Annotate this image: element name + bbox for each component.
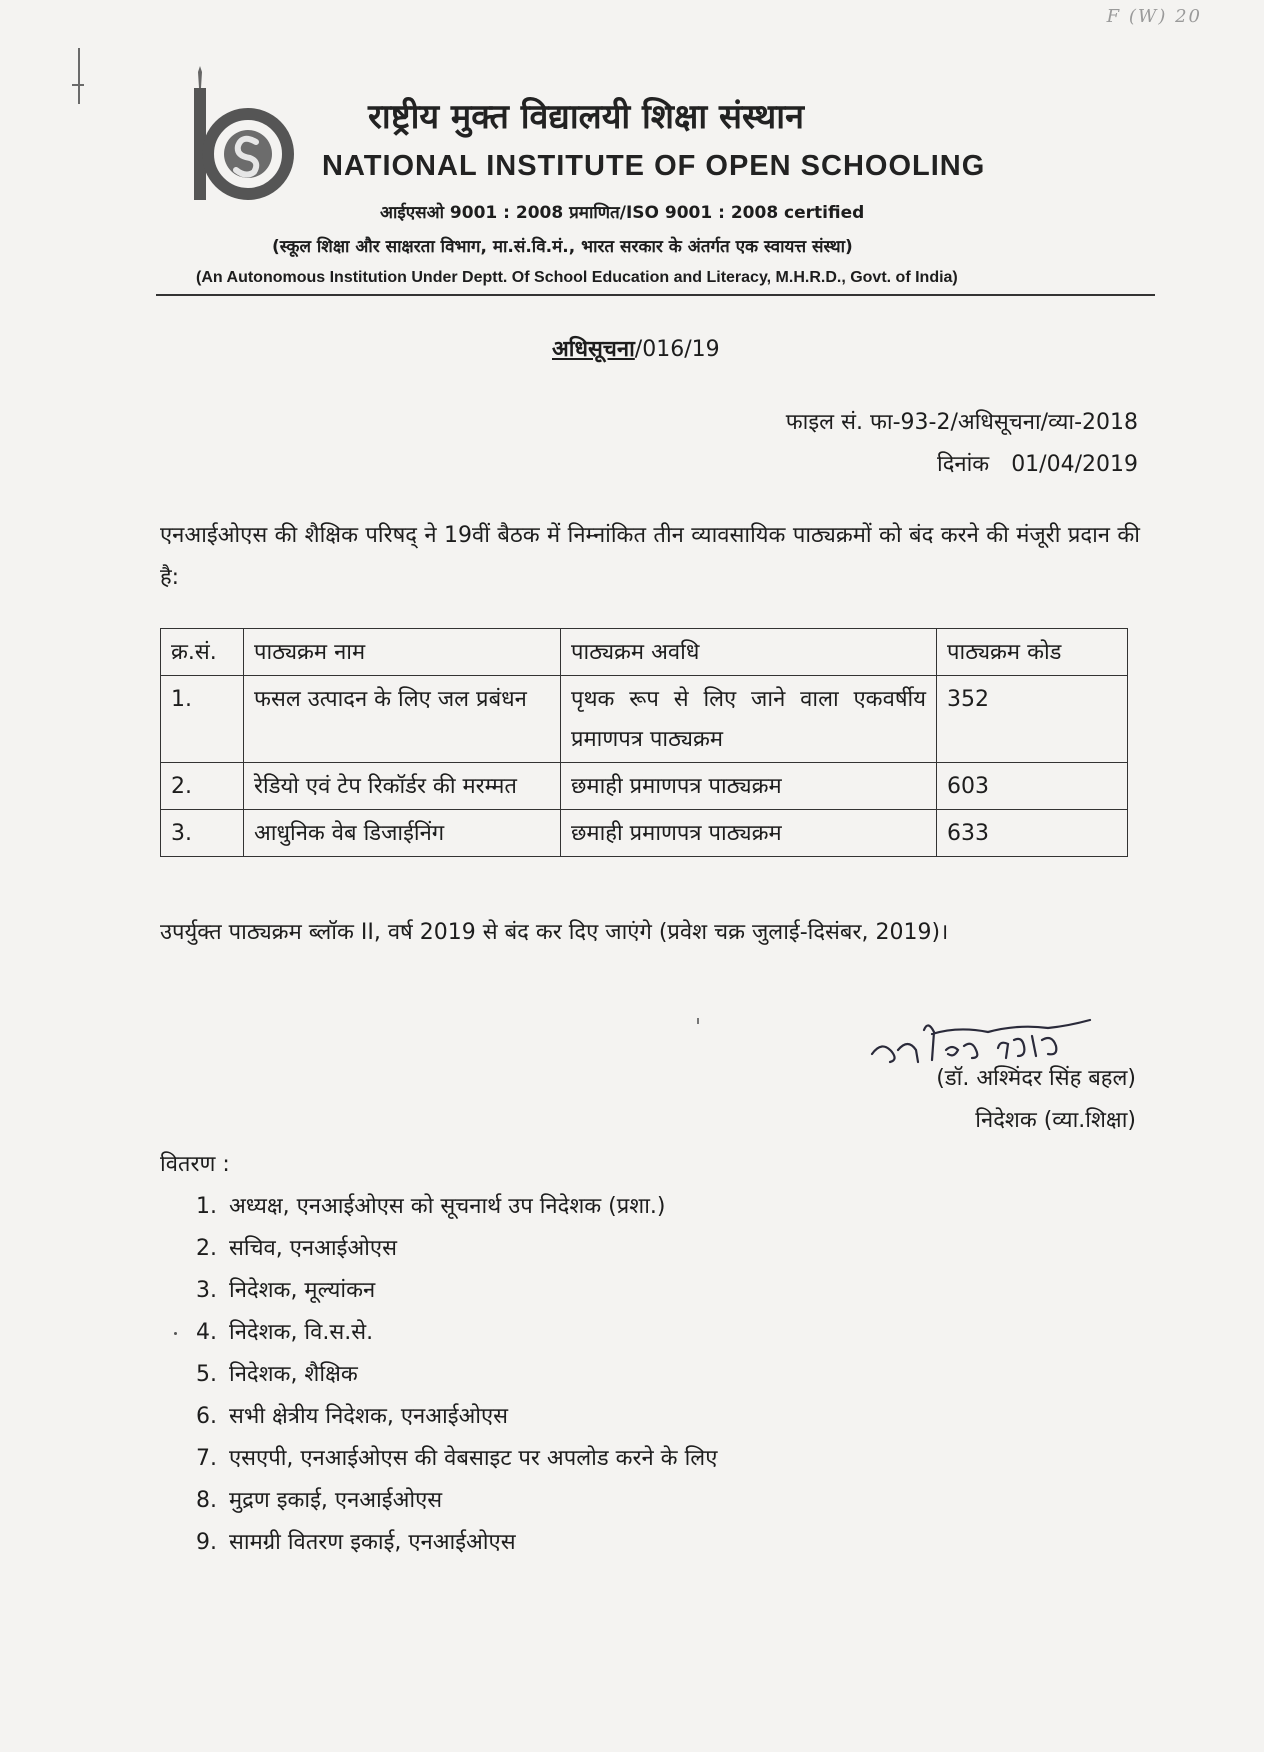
cell-duration: छमाही प्रमाणपत्र पाठ्यक्रम (561, 810, 937, 857)
list-item-text: निदेशक, मूल्यांकन (229, 1278, 376, 1303)
handwritten-signature (868, 1010, 1098, 1070)
cell-code: 352 (937, 676, 1128, 763)
cell-code: 603 (937, 763, 1128, 810)
list-item-text: एसएपी, एनआईओएस की वेबसाइट पर अपलोड करने के लिए (229, 1446, 718, 1471)
closing-paragraph: उपर्युक्त पाठ्यक्रम ब्लॉक II, वर्ष 2019 से बंद कर दिए जाएंगे (प्रवेश चक्र जुलाई-दिसंबर, 2019)। (160, 920, 949, 945)
distribution-list (196, 1186, 717, 1564)
scan-speck (697, 1018, 699, 1024)
list-item: 5. निदेशक, शैक्षिक (196, 1362, 358, 1387)
institute-subtitle-hindi: (स्कूल शिक्षा और साक्षरता विभाग, मा.सं.वि.मं., भारत सरकार के अंतर्गत एक स्वायत्त संस्था) (272, 237, 853, 257)
signatory-designation: निदेशक (व्या.शिक्षा) (975, 1108, 1136, 1133)
list-item-text: निदेशक, शैक्षिक (229, 1362, 358, 1387)
list-item-text: अध्यक्ष, एनआईओएस को सूचनार्थ उप निदेशक (प्रशा.) (229, 1194, 666, 1219)
list-item-text: सामग्री वितरण इकाई, एनआईओएस (229, 1530, 516, 1555)
col-header-duration: पाठ्यक्रम अवधि (561, 629, 937, 676)
iso-certification: आईएसओ 9001 : 2008 प्रमाणित/ISO 9001 : 2008 certified (380, 203, 865, 223)
notification-label: अधिसूचना (552, 337, 635, 362)
notification-number-value: /016/19 (634, 337, 720, 362)
signatory-name: (डॉ. अश्मिंदर सिंह बहल) (936, 1066, 1136, 1091)
cell-serial: 1. (161, 676, 244, 763)
cell-serial: 2. (161, 763, 244, 810)
list-item: 7. एसएपी, एनआईओएस की वेबसाइट पर अपलोड करने के लिए (196, 1446, 718, 1471)
institute-name-hindi: राष्ट्रीय मुक्त विद्यालयी शिक्षा संस्थान (368, 97, 804, 137)
list-item: 9. सामग्री वितरण इकाई, एनआईओएस (196, 1530, 516, 1555)
institute-name-english: NATIONAL INSTITUTE OF OPEN SCHOOLING (322, 150, 986, 182)
list-item: 4. निदेशक, वि.स.से. (196, 1320, 374, 1345)
col-header-course-name: पाठ्यक्रम नाम (244, 629, 561, 676)
list-item-text: मुद्रण इकाई, एनआईओएस (229, 1488, 443, 1513)
table-row (161, 763, 1128, 810)
cell-code: 633 (937, 810, 1128, 857)
list-item-text: सभी क्षेत्रीय निदेशक, एनआईओएस (229, 1404, 509, 1429)
table-row (161, 810, 1128, 857)
margin-pen-mark (78, 48, 80, 104)
file-number: फाइल सं. फा-93-2/अधिसूचना/व्या-2018 (785, 410, 1138, 435)
distribution-label: वितरण : (160, 1152, 230, 1177)
corner-handwritten-note: F (W) 20 (1106, 6, 1202, 27)
date-value: 01/04/2019 (1011, 452, 1138, 477)
notification-number (552, 333, 720, 363)
header-divider (156, 294, 1155, 296)
date-label: दिनांक (937, 452, 990, 477)
list-item-text: निदेशक, वि.स.से. (229, 1320, 374, 1345)
list-item-text: सचिव, एनआईओएस (229, 1236, 397, 1261)
list-item: 2. सचिव, एनआईओएस (196, 1236, 397, 1261)
list-item: 1. अध्यक्ष, एनआईओएस को सूचनार्थ उप निदेशक (प्रशा.) (196, 1194, 666, 1219)
courses-table (160, 628, 1128, 857)
institute-subtitle-english: (An Autonomous Institution Under Deptt. Of School Education and Literacy, M.H.R.D., Govt. of India) (196, 269, 958, 286)
date-line (937, 448, 1138, 478)
nios-logo (186, 66, 294, 214)
cell-duration: पृथक रूप से लिए जाने वाला एकवर्षीय प्रमाणपत्र पाठ्यक्रम (561, 676, 937, 763)
table-header-row (161, 629, 1128, 676)
col-header-code: पाठ्यक्रम कोड (937, 629, 1128, 676)
table-row (161, 676, 1128, 763)
scan-dot (174, 1332, 177, 1335)
cell-serial: 3. (161, 810, 244, 857)
cell-course-name: रेडियो एवं टेप रिकॉर्डर की मरम्मत (244, 763, 561, 810)
col-header-serial: क्र.सं. (161, 629, 244, 676)
list-item: 6. सभी क्षेत्रीय निदेशक, एनआईओएस (196, 1404, 509, 1429)
cell-course-name: आधुनिक वेब डिजाईनिंग (244, 810, 561, 857)
cell-course-name: फसल उत्पादन के लिए जल प्रबंधन (244, 676, 561, 763)
cell-duration: छमाही प्रमाणपत्र पाठ्यक्रम (561, 763, 937, 810)
list-item: 3. निदेशक, मूल्यांकन (196, 1278, 376, 1303)
list-item: 8. मुद्रण इकाई, एनआईओएस (196, 1488, 443, 1513)
intro-paragraph: एनआईओएस की शैक्षिक परिषद् ने 19वीं बैठक में निम्नांकित तीन व्यावसायिक पाठ्यक्रमों को बंद करने की मंजूरी प्रदान की है: (160, 523, 1140, 590)
